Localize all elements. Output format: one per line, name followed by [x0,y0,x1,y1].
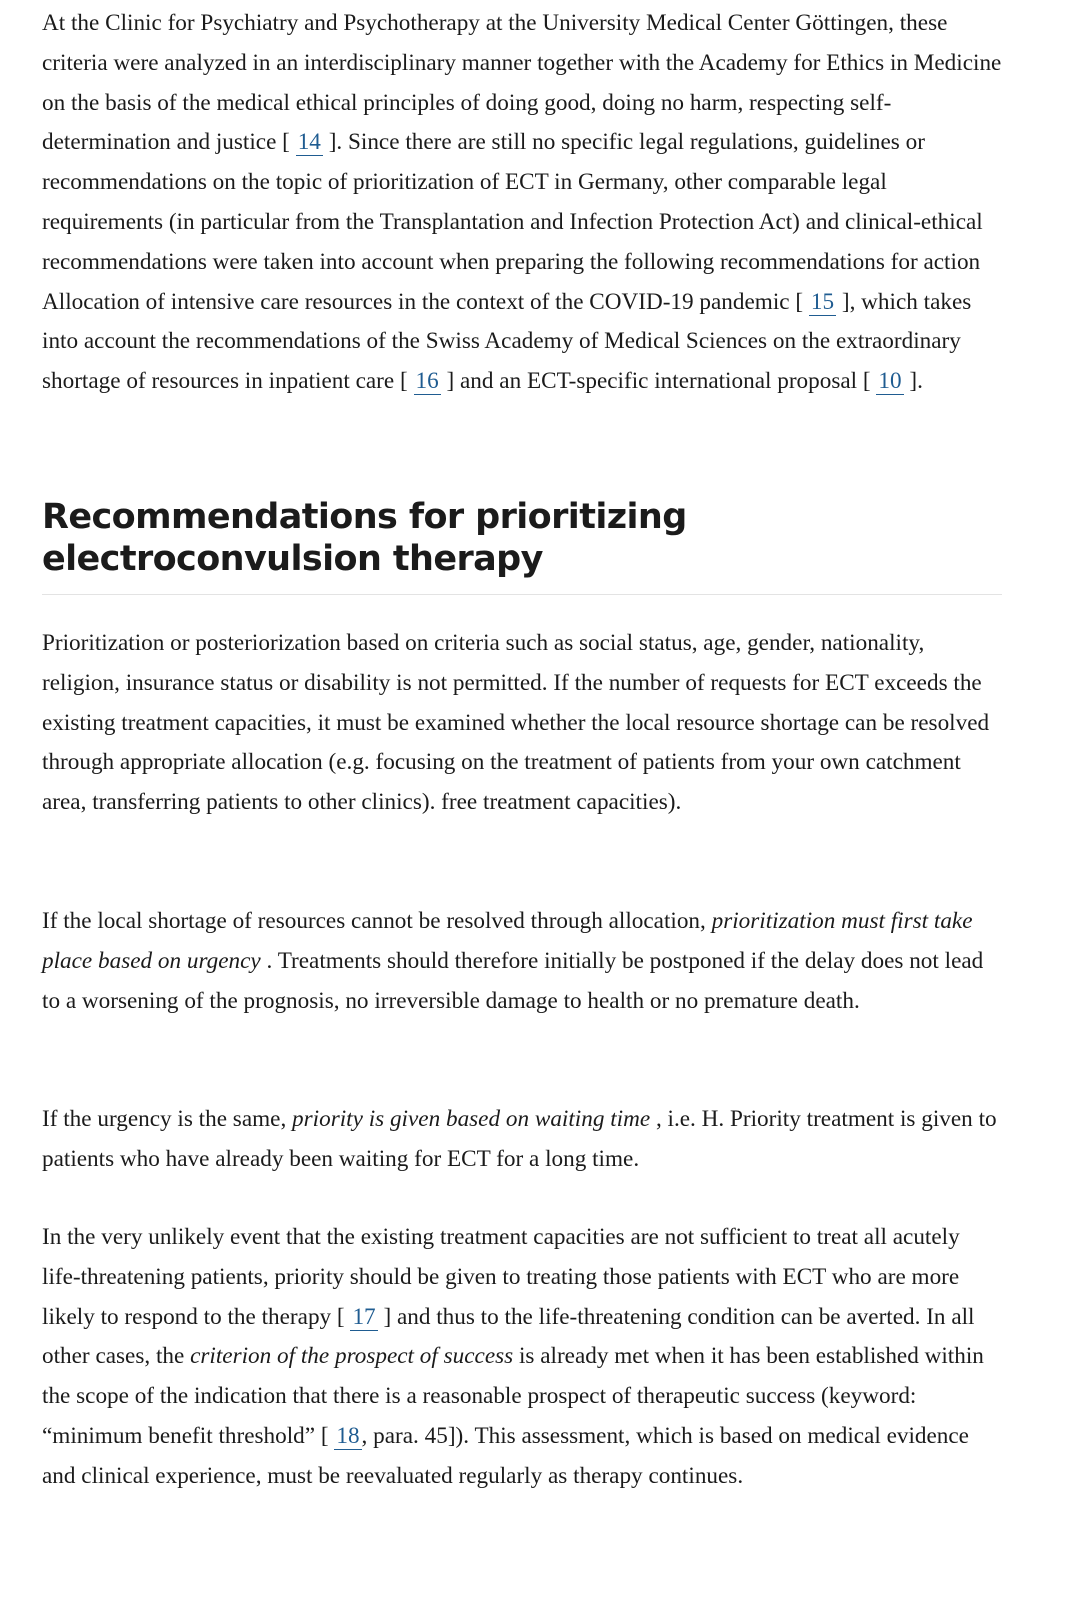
paragraph-text: In the very unlikely event that the existing treatment capacities are not sufficient to treat all acutely life-threatening patients, priority should be given to treating those patients with ECT who are more likely to respond to the therapy [ [42,1224,960,1330]
paragraph-text: ]. Since there are still no specific legal regulations, guidelines or recommendations on the topic of prioritization of ECT in Germany, other comparable legal requirements (in particular from the Transplantation and Infection Protection Act) and clinical-ethical recommendations were taken into account when preparing the following recommendations for action Allocation of intensive care resources in the context of the COVID-19 pandemic [ [42,129,983,315]
paragraph-prioritization: Prioritization or posteriorization based on criteria such as social status, age, gender, nationality, religion, insurance status or disability is not permitted. If the number of requests for ECT exceeds the existing treatment capacities, it must be examined whether the local resource shortage can be resolved through appropriate allocation (e.g. focusing on the treatment of patients from your own catchment area, transferring patients to other clinics). free treatment capacities). [42,630,990,816]
paragraph-urgency [42,902,1004,1021]
paragraph-text: . Treatments should therefore initially be postponed if the delay does not lead to a worsening of the prognosis, no irreversible damage to health or no premature death. [42,947,984,1014]
heading-divider [42,594,1002,595]
paragraph-text: ]. [909,368,923,395]
emphasis-text: criterion of the prospect of success [190,1343,514,1370]
paragraph-text: If the local shortage of resources cannot be resolved through allocation, [42,908,706,934]
paragraph-text: ] and thus to the life-threatening condition can be averted. In all other cases, the [42,1303,975,1370]
reference-link-18[interactable]: 18 [336,1422,360,1449]
emphasis-text: prioritization must first take place based on urgency [42,908,973,974]
paragraph-intro [42,4,1004,402]
section-heading: Recommendations for prioritizing electroconvulsion therapy [42,497,687,579]
paragraph-text: At the Clinic for Psychiatry and Psychotherapy at the University Medical Center Göttingen, these criteria were analyzed in an interdisciplinary manner together with the Academy for Ethics in Medicine on the basis of the medical ethical principles of doing good, doing no harm, respecting self-determination and justice [ [42,10,1002,156]
reference-link-14[interactable]: 14 [297,129,321,156]
reference-link-10[interactable]: 10 [878,368,902,395]
reference-link-15[interactable]: 15 [810,288,835,315]
paragraph-text: , para. 45]). This assessment, which is based on medical evidence and clinical experience, must be reevaluated regularly as therapy continues. [42,1422,969,1489]
paragraph-text: If the urgency is the same, [42,1106,287,1132]
paragraph-waiting-time [42,1100,1004,1180]
emphasis-text: priority is given based on waiting time [292,1106,651,1132]
reference-link-16[interactable]: 16 [415,368,439,395]
reference-link-17[interactable]: 17 [352,1303,376,1330]
paragraph-text: ], which takes into account the recommendations of the Swiss Academy of Medical Sciences on the extraordinary shortage of resources in inpatient care [ [42,288,972,395]
paragraph-text: , i.e. H. Priority treatment is given to patients who have already been waiting for ECT for a long time. [42,1106,997,1172]
paragraph-text: ] and an ECT-specific international proposal [ [446,368,871,395]
paragraph-prospect-of-success [42,1218,1004,1497]
paragraph-text: is already met when it has been established within the scope of the indication that there is a reasonable prospect of therapeutic success (keyword: “minimum benefit threshold” [ [42,1343,984,1449]
